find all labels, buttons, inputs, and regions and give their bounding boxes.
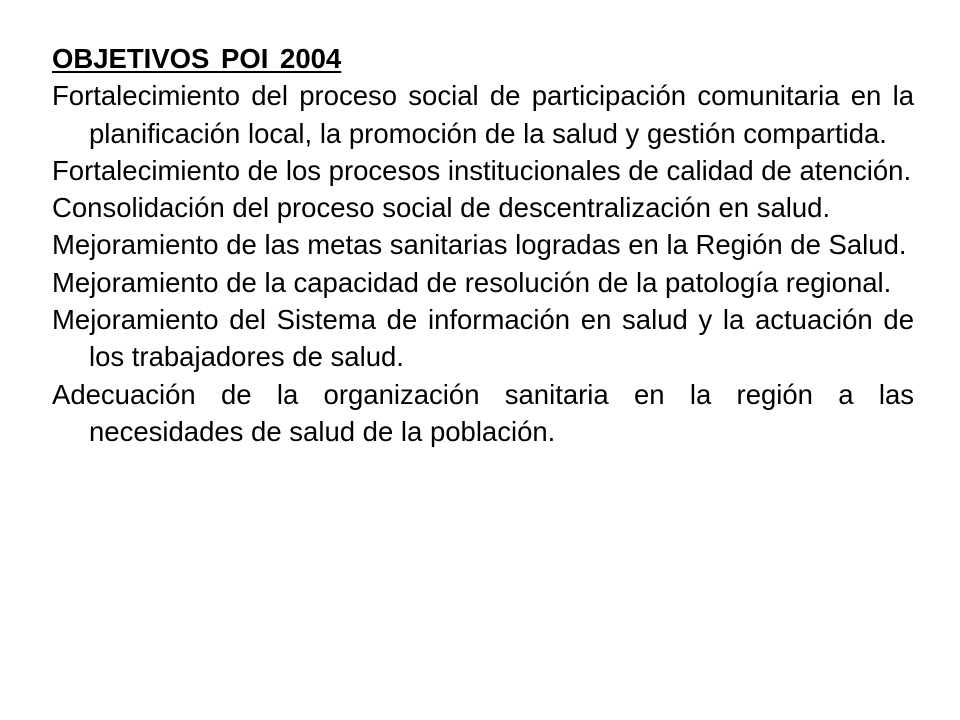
objective-item: Fortalecimiento del proceso social de participación comunitaria en la planificación local, la promoción de la salud y gestión compartida. [52, 80, 914, 149]
objective-item: Mejoramiento del Sistema de información en salud y la actuación de los trabajadores de salud. [52, 304, 914, 373]
slide-content [52, 40, 914, 450]
objective-item: Mejoramiento de las metas sanitarias logradas en la Región de Salud. [52, 229, 907, 261]
objective-item: Mejoramiento de la capacidad de resolución de la patología regional. [52, 266, 892, 298]
slide-title: OBJETIVOS POI 2004 [52, 43, 342, 74]
objective-item: Fortalecimiento de los procesos institucionales de calidad de atención. [52, 154, 912, 186]
objectives-list [52, 77, 914, 450]
objective-item: Consolidación del proceso social de descentralización en salud. [52, 192, 831, 224]
objective-item: Adecuación de la organización sanitaria en la región a las necesidades de salud de la población. [52, 378, 914, 447]
